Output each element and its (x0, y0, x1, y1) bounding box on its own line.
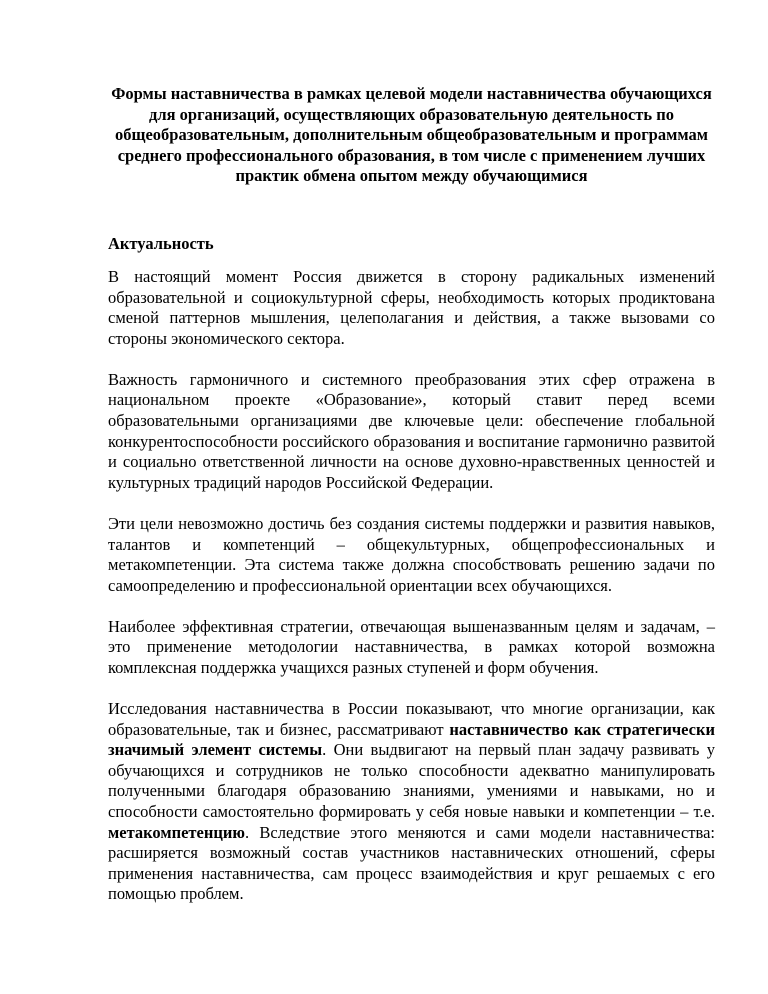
paragraph-2: Важность гармоничного и системного преобразования этих сфер отражена в национальном проекте «Образование», который ставит перед всеми образовательными организациями две ключевые цели: обеспечение глобальной конкурентоспособности российского образования и воспитание гармонично развитой и социально ответственной личности на основе духовно-нравственных ценностей и культурных традиций народов Российской Федерации. (108, 369, 715, 492)
paragraph-1: В настоящий момент Россия движется в сторону радикальных изменений образовательной и социокультурной сферы, необходимость которых продиктована сменой паттернов мышления, целеполагания и действия, а также вызовами со стороны экономического сектора. (108, 267, 715, 348)
paragraph-5-part-3: . Вследствие этого меняются и сами модели наставничества: расширяется возможный состав участников наставнических отношений, сферы применения наставничества, сам процесс взаимодействия и круг решаемых с его помощью проблем. (108, 822, 715, 904)
document-title: Формы наставничества в рамках целевой модели наставничества обучающихся для организаций, осуществляющих образовательную деятельность по общеобразовательным, дополнительным общеобразовательным и программам среднего профессионального образования, в том числе с применением лучших практик обмена опытом между обучающимися (111, 84, 712, 185)
section-heading: Актуальность (108, 233, 214, 253)
paragraph-5-part-1: Исследования наставничества в России показывают, что многие организации, как образовательные, так и бизнес, рассматривают (108, 699, 715, 739)
paragraph-5-part-2: . Они выдвигают на первый план задачу развивать у обучающихся и сотрудников не только способности адекватно манипулировать полученными благодаря образованию знаниями, умениями и навыками, но и способности самостоятельно формировать у себя новые навыки и компетенции – т.е. (108, 740, 715, 822)
paragraph-5-bold-2: метакомпетенцию (108, 822, 245, 842)
paragraph-4: Наиболее эффективная стратегии, отвечающая вышеназванным целям и задачам, – это применение методологии наставничества, в рамках которой возможна комплексная поддержка учащихся разных ступеней и форм обучения. (108, 616, 715, 677)
paragraph-3: Эти цели невозможно достичь без создания системы поддержки и развития навыков, талантов и компетенций – общекультурных, общепрофессиональных и метакомпетенции. Эта система также должна способствовать решению задачи по самоопределению и профессиональной ориентации всех обучающихся. (108, 513, 715, 595)
paragraph-5 (108, 699, 715, 905)
paragraph-5-bold-1: наставничество как стратегически значимый элемент системы (108, 719, 716, 760)
document-page (108, 84, 715, 926)
